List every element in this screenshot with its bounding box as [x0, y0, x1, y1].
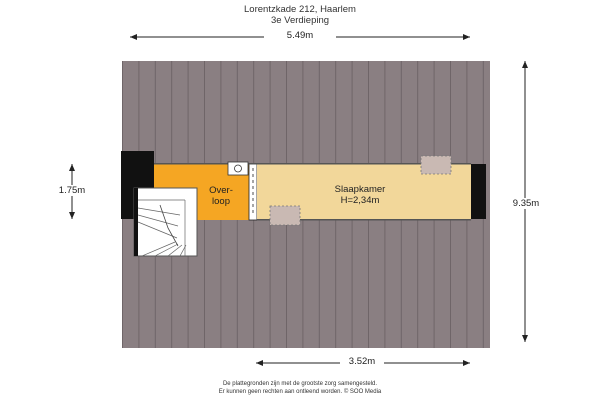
- floor-title: 3e Verdieping: [270, 15, 330, 26]
- sink-icon: [228, 162, 248, 175]
- dimension-label-top: 5.49m: [264, 30, 336, 41]
- footer-disclaimer-2: Er kunnen geen rechten aan ontleend worden. © SOO Media: [218, 389, 382, 395]
- dimension-label-left: 1.75m: [52, 185, 92, 196]
- slaapkamer-name: Slaapkamer: [334, 184, 386, 195]
- overloop-label-line1: Over-: [209, 185, 233, 196]
- slaapkamer-height: H=2,34m: [340, 195, 380, 206]
- dimension-label-bottom: 3.52m: [340, 356, 384, 367]
- overloop-label: [196, 185, 246, 207]
- footer-disclaimer-1: De plattegronden zijn met de grootste zorg samengesteld.: [222, 381, 378, 387]
- overloop-label-line2: loop: [212, 196, 230, 207]
- right-wall: [471, 164, 486, 219]
- dimension-label-right: 9.35m: [505, 198, 547, 209]
- skylight-window: [421, 156, 451, 174]
- slaapkamer-label: [305, 184, 415, 206]
- skylight-window: [270, 206, 300, 225]
- staircase: [134, 188, 197, 256]
- address-title: Lorentzkade 212, Haarlem: [244, 4, 356, 15]
